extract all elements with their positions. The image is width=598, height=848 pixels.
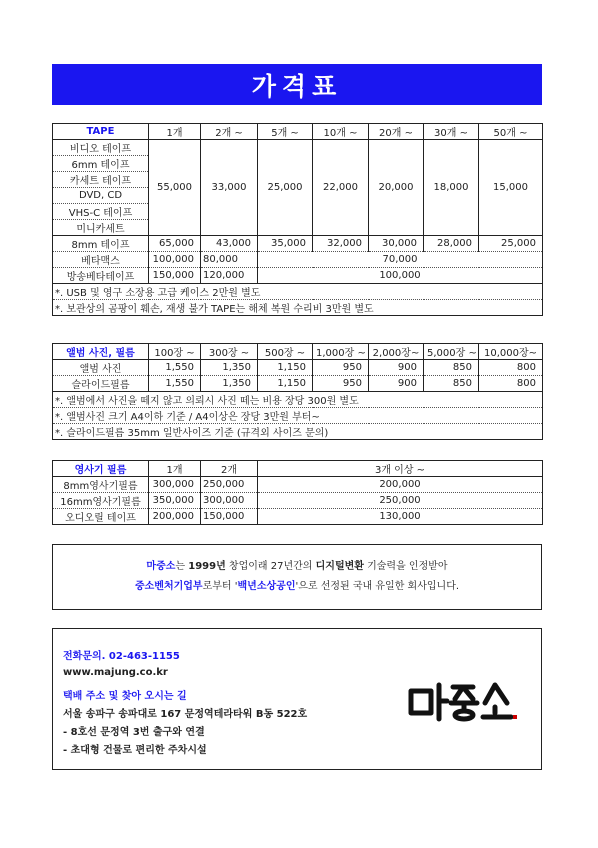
intro-line-2	[135, 577, 459, 597]
film-price: 350,000	[149, 493, 201, 509]
album-price: 800	[479, 360, 543, 376]
album-header-col: 10,000장~	[479, 344, 543, 360]
intro-line-1	[146, 557, 447, 577]
album-price: 950	[313, 376, 369, 392]
film-header-label: 영사기 필름	[53, 461, 149, 477]
film-price: 300,000	[201, 493, 258, 509]
film-item-label: 8mm영사기필름	[53, 477, 149, 493]
album-item-label: 슬라이드필름	[53, 376, 149, 392]
tape-item-label: DVD, CD	[53, 188, 149, 204]
tape-item-label: 비디오 테이프	[53, 140, 149, 156]
album-price: 1,350	[201, 360, 258, 376]
intro-text: '으로 선정된 국내 유일한 회사입니다.	[295, 581, 460, 592]
tape-price: 65,000	[149, 236, 201, 252]
page-title: 가격표	[52, 64, 542, 105]
album-header-col: 500장 ~	[258, 344, 313, 360]
album-price: 1,550	[149, 360, 201, 376]
album-price: 1,150	[258, 376, 313, 392]
tape-header-col: 1개	[149, 124, 201, 140]
intro-text: 로부터 '	[202, 581, 238, 592]
tape-group-price: 18,000	[424, 140, 479, 236]
tape-header-col: 20개 ~	[369, 124, 424, 140]
album-price: 850	[424, 360, 479, 376]
tape-header-col: 30개 ~	[424, 124, 479, 140]
tape-note: *. USB 및 영구 소장용 고급 케이스 2만원 별도	[53, 284, 543, 300]
film-header-col: 1개	[149, 461, 201, 477]
tape-header-col: 2개 ~	[201, 124, 258, 140]
film-price: 250,000	[201, 477, 258, 493]
album-note: *. 앨범사진 크기 A4이하 기준 / A4이상은 장당 3만원 부터~	[53, 408, 543, 424]
tape-item-label: 베타맥스	[53, 252, 149, 268]
intro-text: 기술력을 인정받아	[363, 561, 448, 572]
album-price: 1,350	[201, 376, 258, 392]
majung-logo	[407, 679, 519, 723]
album-price: 1,550	[149, 376, 201, 392]
intro-brand: 마중소	[146, 561, 176, 572]
tape-note: *. 보관상의 곰팡이 훼손, 재생 불가 TAPE는 해체 복원 수리비 3만원 별도	[53, 300, 543, 316]
tape-price: 120,000	[201, 268, 258, 284]
intro-award: 백년소상공인	[237, 581, 296, 592]
delivery-heading: 택배 주소 및 찾아 오시는 길	[63, 691, 187, 702]
album-header-col: 2,000장~	[369, 344, 424, 360]
film-price-merged: 250,000	[258, 493, 543, 509]
company-intro-box	[52, 544, 542, 610]
album-price: 900	[369, 360, 424, 376]
tape-group-price: 15,000	[479, 140, 543, 236]
tape-item-label: 카세트 테이프	[53, 172, 149, 188]
phone-number[interactable]: 전화문의. 02-463-1155	[63, 651, 180, 662]
album-price: 850	[424, 376, 479, 392]
intro-ministry: 중소벤처기업부	[134, 581, 203, 592]
album-header-col: 1,000장 ~	[313, 344, 369, 360]
film-price: 150,000	[201, 509, 258, 525]
tape-price-merged: 100,000	[258, 268, 543, 284]
tape-header-label: TAPE	[53, 124, 149, 140]
tape-price: 28,000	[424, 236, 479, 252]
intro-year: 1999년	[188, 561, 226, 572]
album-header-col: 5,000장 ~	[424, 344, 479, 360]
album-header-label: 앨범 사진, 필름	[53, 344, 149, 360]
intro-text: 창업이래 27년간의	[225, 561, 316, 572]
tape-group-price: 20,000	[369, 140, 424, 236]
tape-price: 43,000	[201, 236, 258, 252]
tape-price-table	[52, 123, 543, 316]
tape-price-merged: 70,000	[258, 252, 543, 268]
tape-header-col: 50개 ~	[479, 124, 543, 140]
film-price-merged: 200,000	[258, 477, 543, 493]
film-item-label: 오디오릴 테이프	[53, 509, 149, 525]
tape-item-label: 6mm 테이프	[53, 156, 149, 172]
film-price-table	[52, 460, 543, 525]
tape-group-price: 33,000	[201, 140, 258, 236]
tape-price: 150,000	[149, 268, 201, 284]
film-price: 300,000	[149, 477, 201, 493]
tape-price: 30,000	[369, 236, 424, 252]
album-price: 950	[313, 360, 369, 376]
website-link[interactable]: www.majung.co.kr	[63, 667, 168, 678]
album-note: *. 앨범에서 사진을 떼지 않고 의뢰시 사진 떼는 비용 장당 300원 별도	[53, 392, 543, 408]
direction-parking: - 초대형 건물로 편리한 주차시설	[63, 745, 207, 756]
intro-tech: 디지털변환	[315, 561, 364, 572]
tape-price: 25,000	[479, 236, 543, 252]
album-price: 900	[369, 376, 424, 392]
album-header-col: 300장 ~	[201, 344, 258, 360]
tape-item-label: 미니카세트	[53, 220, 149, 236]
tape-item-label: VHS-C 테이프	[53, 204, 149, 220]
album-price-table	[52, 343, 543, 440]
tape-item-label: 8mm 테이프	[53, 236, 149, 252]
direction-subway: - 8호선 문정역 3번 출구와 연결	[63, 727, 205, 738]
tape-group-price: 22,000	[313, 140, 369, 236]
film-price-merged: 130,000	[258, 509, 543, 525]
tape-header-col: 5개 ~	[258, 124, 313, 140]
tape-item-label: 방송베타테이프	[53, 268, 149, 284]
tape-price: 32,000	[313, 236, 369, 252]
film-item-label: 16mm영사기필름	[53, 493, 149, 509]
tape-price: 35,000	[258, 236, 313, 252]
album-header-col: 100장 ~	[149, 344, 201, 360]
tape-group-price: 55,000	[149, 140, 201, 236]
intro-text: 는	[175, 561, 189, 572]
address: 서울 송파구 송파대로 167 문정역테라타워 B동 522호	[63, 709, 308, 720]
tape-group-price: 25,000	[258, 140, 313, 236]
tape-price: 80,000	[201, 252, 258, 268]
film-header-col: 2개	[201, 461, 258, 477]
album-price: 1,150	[258, 360, 313, 376]
tape-header-col: 10개 ~	[313, 124, 369, 140]
film-price: 200,000	[149, 509, 201, 525]
album-item-label: 앨범 사진	[53, 360, 149, 376]
album-note: *. 슬라이드필름 35mm 일반사이즈 기준 (규격외 사이즈 문의)	[53, 424, 543, 440]
contact-box	[52, 628, 542, 770]
film-header-col: 3개 이상 ~	[258, 461, 543, 477]
tape-price: 100,000	[149, 252, 201, 268]
album-price: 800	[479, 376, 543, 392]
